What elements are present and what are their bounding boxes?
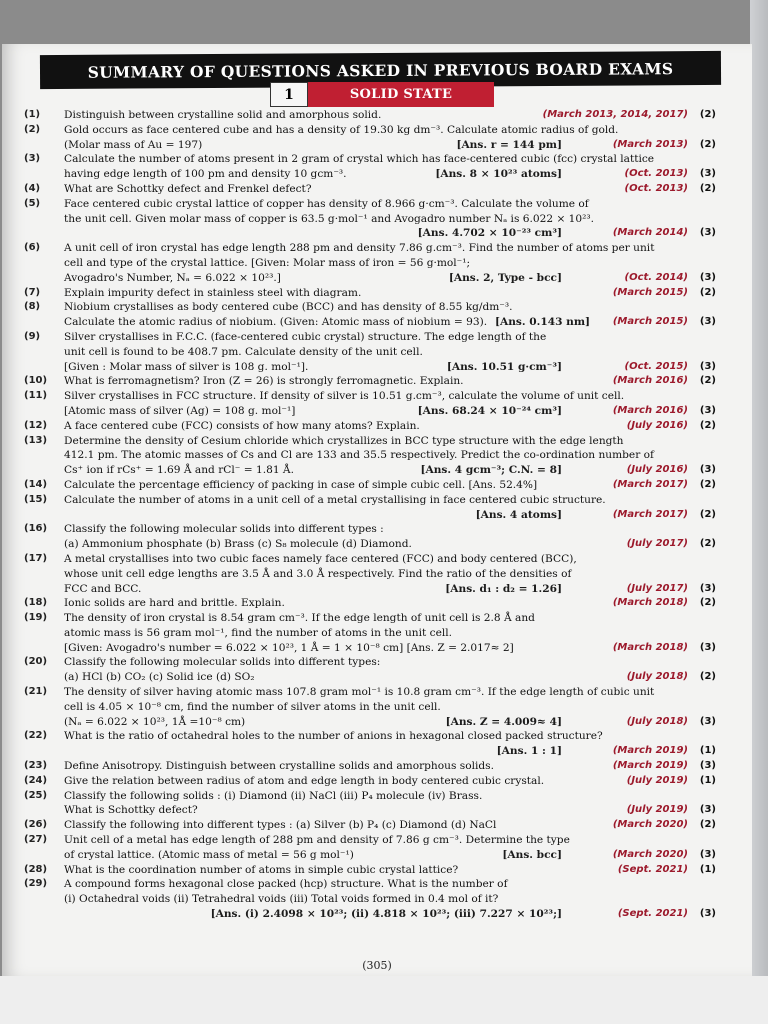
question-line <box>2 626 752 641</box>
exam-date: (Oct. 2013) <box>624 182 688 194</box>
question-line <box>2 670 752 685</box>
exam-date: (March 2017) <box>612 478 688 490</box>
book-page <box>2 44 752 976</box>
question-number: (13) <box>24 434 48 446</box>
question-line <box>2 774 752 789</box>
question-line <box>2 744 752 759</box>
exam-date: (March 2013, 2014, 2017) <box>542 109 688 120</box>
question-line <box>2 374 752 389</box>
question-line <box>2 123 752 138</box>
marks: (1) <box>699 863 716 875</box>
question-line <box>2 493 752 508</box>
question-text: The density of silver having atomic mass 107.8 gram mol⁻¹ is 10.8 gram cm⁻³. If the edge length of cubic unit <box>64 686 655 699</box>
question-line <box>2 463 752 478</box>
question-text: Classify the following molecular solids into different types : <box>64 523 384 536</box>
exam-date: (Oct. 2014) <box>624 271 688 283</box>
question-text: Calculate the number of atoms in a unit cell of a metal crystallising in face centered cubic structure. <box>64 493 606 506</box>
exam-date: (March 2020) <box>612 848 688 860</box>
question-text: of crystal lattice. (Atomic mass of metal = 56 g mol⁻¹) <box>64 848 354 861</box>
question-text: Cs⁺ ion if rCs⁺ = 1.69 Å and rCl⁻ = 1.81 Å. <box>64 464 294 477</box>
question-list <box>2 108 752 922</box>
question-line <box>2 655 752 670</box>
exam-date: (July 2019) <box>626 774 688 786</box>
marks: (3) <box>699 168 716 180</box>
exam-date: (March 2018) <box>612 641 688 653</box>
question-text: Avogadro's Number, Nₐ = 6.022 × 10²³.] <box>64 271 281 284</box>
question-text: atomic mass is 56 gram mol⁻¹, find the number of atoms in the unit cell. <box>64 626 452 639</box>
question-line <box>2 197 752 212</box>
question-number: (29) <box>24 878 48 890</box>
exam-date: (March 2019) <box>612 760 688 772</box>
question-text: Classify the following molecular solids into different types: <box>64 656 381 669</box>
question-line <box>2 315 752 330</box>
answer-text: [Ans. 2, Type - bcc] <box>448 271 562 284</box>
question-line <box>2 567 752 582</box>
marks: (2) <box>699 182 716 194</box>
question-number: (7) <box>24 286 41 298</box>
exam-date: (Sept. 2021) <box>617 908 688 920</box>
question-text: FCC and BCC. <box>64 582 142 595</box>
question-line <box>2 789 752 804</box>
question-line <box>2 434 752 449</box>
answer-text: [Ans. 1 : 1] <box>496 745 562 758</box>
question-number: (12) <box>24 419 48 431</box>
marks: (3) <box>699 271 716 283</box>
question-line <box>2 271 752 286</box>
question-text: (Molar mass of Au = 197) <box>64 138 203 151</box>
question-text: 412.1 pm. The atomic masses of Cs and Cl are 133 and 35.5 respectively. Predict the co-ordination number of <box>64 449 654 462</box>
question-line <box>2 611 752 626</box>
question-line <box>2 389 752 404</box>
question-text: whose unit cell edge lengths are 3.5 Å and 3.0 Å respectively. Find the ratio of the densities of <box>64 567 572 580</box>
question-line <box>2 892 752 907</box>
page-number: (305) <box>362 959 392 972</box>
question-line <box>2 729 752 744</box>
question-text: (Nₐ = 6.022 × 10²³, 1Å =10⁻⁸ cm) <box>64 715 246 728</box>
question-text: (a) HCl (b) CO₂ (c) Solid ice (d) SO₂ <box>64 671 255 684</box>
marks: (1) <box>699 745 716 757</box>
question-line <box>2 877 752 892</box>
question-text: (i) Octahedral voids (ii) Tetrahedral voids (iii) Total voids formed in 0.4 mol of it? <box>64 893 499 906</box>
marks: (3) <box>699 316 716 328</box>
answer-text: [Ans. 4 atoms] <box>475 508 562 521</box>
question-line <box>2 715 752 730</box>
marks: (2) <box>699 419 716 431</box>
question-line <box>2 641 752 656</box>
answer-text: [Ans. (i) 2.4098 × 10²³; (ii) 4.818 × 10²³; (iii) 7.227 × 10²³;] <box>210 908 562 921</box>
question-line <box>2 863 752 878</box>
question-number: (22) <box>24 730 48 742</box>
page-banner-title: SUMMARY OF QUESTIONS ASKED IN PREVIOUS BOARD EXAMS <box>40 51 721 89</box>
question-text: the unit cell. Given molar mass of copper is 63.5 g·mol⁻¹ and Avogadro number Nₐ is 6.022 × 10²³. <box>64 212 595 225</box>
chapter-title: SOLID STATE <box>308 82 494 107</box>
question-text: Define Anisotropy. Distinguish between crystalline solids and amorphous solids. <box>64 760 494 773</box>
question-text: What is Schottky defect? <box>64 804 198 817</box>
answer-text: [Ans. bcc] <box>502 848 562 861</box>
marks: (2) <box>699 375 716 387</box>
exam-date: (March 2016) <box>612 404 688 416</box>
right-edge-shadow <box>750 0 768 1024</box>
exam-date: (March 2015) <box>612 286 688 298</box>
question-line <box>2 108 752 123</box>
question-number: (18) <box>24 597 48 609</box>
question-number: (6) <box>24 242 41 254</box>
question-line <box>2 907 752 922</box>
marks: (3) <box>699 404 716 416</box>
question-line <box>2 138 752 153</box>
marks: (2) <box>699 286 716 298</box>
question-line <box>2 685 752 700</box>
question-text: The density of iron crystal is 8.54 gram cm⁻³. If the edge length of unit cell is 2.8 Å and <box>64 612 535 625</box>
marks: (2) <box>699 597 716 609</box>
question-line <box>2 596 752 611</box>
exam-date: (Oct. 2013) <box>624 168 688 180</box>
question-line <box>2 360 752 375</box>
answer-text: [Ans. 4.702 × 10⁻²³ cm³] <box>417 227 562 240</box>
question-line <box>2 818 752 833</box>
question-line <box>2 152 752 167</box>
question-line <box>2 582 752 597</box>
question-text: Give the relation between radius of atom and edge length in body centered cubic crystal. <box>64 774 545 787</box>
answer-text: [Ans. 0.143 nm] <box>495 316 591 329</box>
question-text: A face centered cube (FCC) consists of how many atoms? Explain. <box>64 419 420 432</box>
question-text: unit cell is found to be 408.7 pm. Calculate density of the unit cell. <box>64 345 423 358</box>
question-number: (2) <box>24 123 41 135</box>
exam-date: (July 2017) <box>626 582 688 594</box>
question-number: (11) <box>24 390 48 402</box>
question-line <box>2 226 752 241</box>
marks: (2) <box>699 508 716 520</box>
question-text: Niobium crystallises as body centered cube (BCC) and has density of 8.55 kg/dm⁻³. <box>64 301 513 314</box>
question-number: (5) <box>24 197 41 209</box>
question-line <box>2 256 752 271</box>
question-line <box>2 508 752 523</box>
question-text: [Given: Avogadro's number = 6.022 × 10²³, 1 Å = 1 × 10⁻⁸ cm] [Ans. Z = 2.017≈ 2] <box>64 641 514 654</box>
exam-date: (March 2020) <box>612 819 688 831</box>
question-number: (17) <box>24 552 48 564</box>
question-line <box>2 522 752 537</box>
question-number: (20) <box>24 656 48 668</box>
question-line <box>2 212 752 227</box>
question-text: Calculate the percentage efficiency of packing in case of simple cubic cell. [Ans. 52.4%] <box>64 478 538 491</box>
question-line <box>2 300 752 315</box>
question-text: What is the ratio of octahedral holes to the number of anions in hexagonal closed packed structure? <box>64 730 603 743</box>
question-text: Determine the density of Cesium chloride which crystallizes in BCC type structure with the edge length <box>64 434 624 447</box>
question-line <box>2 419 752 434</box>
question-number: (8) <box>24 301 41 313</box>
question-text: Calculate the atomic radius of niobium. (Given: Atomic mass of niobium = 93). <box>64 316 488 329</box>
question-text: Silver crystallises in FCC structure. If density of silver is 10.51 g.cm⁻³, calculate the volume of unit cell. <box>64 390 625 403</box>
question-line <box>2 803 752 818</box>
question-line <box>2 848 752 863</box>
answer-text: [Ans. 10.51 g·cm⁻³] <box>446 360 562 373</box>
question-number: (15) <box>24 493 48 505</box>
marks: (3) <box>699 464 716 476</box>
question-line <box>2 182 752 197</box>
marks: (2) <box>699 671 716 683</box>
question-number: (14) <box>24 478 48 490</box>
question-text: Classify the following solids : (i) Diamond (ii) NaCl (iii) P₄ molecule (iv) Brass. <box>64 789 483 802</box>
question-text: Explain impurity defect in stainless steel with diagram. <box>64 286 362 299</box>
marks: (3) <box>699 715 716 727</box>
exam-date: (Sept. 2021) <box>617 863 688 875</box>
question-line <box>2 330 752 345</box>
question-line <box>2 700 752 715</box>
question-text: (a) Ammonium phosphate (b) Brass (c) S₈ molecule (d) Diamond. <box>64 538 412 551</box>
question-number: (26) <box>24 819 48 831</box>
question-line <box>2 537 752 552</box>
answer-text: [Ans. Z = 4.009≈ 4] <box>445 715 562 728</box>
question-text: Face centered cubic crystal lattice of copper has density of 8.966 g·cm⁻³. Calculate the volume of <box>64 197 589 210</box>
marks: (3) <box>699 804 716 816</box>
question-text: A metal crystallises into two cubic faces namely face centered (FCC) and body centered (BCC), <box>64 552 577 565</box>
question-text: What is the coordination number of atoms in simple cubic crystal lattice? <box>64 863 459 876</box>
question-number: (27) <box>24 834 48 846</box>
question-line <box>2 345 752 360</box>
marks: (2) <box>699 109 716 120</box>
question-line <box>2 759 752 774</box>
exam-date: (March 2019) <box>612 745 688 757</box>
chapter-heading <box>270 82 494 107</box>
question-text: [Atomic mass of silver (Ag) = 108 g. mol⁻¹] <box>64 404 296 417</box>
marks: (3) <box>699 227 716 239</box>
question-number: (28) <box>24 863 48 875</box>
question-text: Gold occurs as face centered cube and has a density of 19.30 kg dm⁻³. Calculate atomic radius of gold. <box>64 123 619 136</box>
exam-date: (March 2018) <box>612 597 688 609</box>
answer-text: [Ans. 4 gcm⁻³; C.N. = 8] <box>420 464 562 477</box>
question-number: (25) <box>24 789 48 801</box>
exam-date: (July 2018) <box>626 671 688 683</box>
question-text: A unit cell of iron crystal has edge length 288 pm and density 7.86 g.cm⁻³. Find the number of atoms per unit <box>64 242 655 255</box>
answer-text: [Ans. d₁ : d₂ = 1.26] <box>445 582 562 595</box>
question-line <box>2 167 752 182</box>
question-text: [Given : Molar mass of silver is 108 g. mol⁻¹]. <box>64 360 309 373</box>
exam-date: (July 2017) <box>626 538 688 550</box>
exam-date: (March 2017) <box>612 508 688 520</box>
question-number: (4) <box>24 182 41 194</box>
question-line <box>2 833 752 848</box>
question-line <box>2 404 752 419</box>
question-text: Ionic solids are hard and brittle. Explain. <box>64 597 285 610</box>
question-number: (19) <box>24 612 48 624</box>
question-number: (23) <box>24 760 48 772</box>
marks: (2) <box>699 819 716 831</box>
answer-text: [Ans. 68.24 × 10⁻²⁴ cm³] <box>417 404 562 417</box>
question-line <box>2 478 752 493</box>
question-text: Calculate the number of atoms present in 2 gram of crystal which has face-centered cubic (fcc) crystal lattice <box>64 153 655 166</box>
question-number: (1) <box>24 109 41 120</box>
question-text: Silver crystallises in F.C.C. (face-centered cubic crystal) structure. The edge length of the <box>64 330 547 343</box>
question-number: (24) <box>24 774 48 786</box>
question-number: (16) <box>24 523 48 535</box>
question-text: Unit cell of a metal has edge length of 288 pm and density of 7.86 g cm⁻³. Determine the type <box>64 834 570 847</box>
question-line <box>2 241 752 256</box>
exam-date: (July 2019) <box>626 804 688 816</box>
question-line <box>2 286 752 301</box>
question-text: What are Schottky defect and Frenkel defect? <box>64 182 312 195</box>
marks: (2) <box>699 478 716 490</box>
exam-date: (March 2014) <box>612 227 688 239</box>
question-text: Classify the following into different types : (a) Silver (b) P₄ (c) Diamond (d) NaCl <box>64 819 497 832</box>
marks: (2) <box>699 538 716 550</box>
exam-date: (March 2015) <box>612 316 688 328</box>
exam-date: (March 2016) <box>612 375 688 387</box>
answer-text: [Ans. r = 144 pm] <box>456 138 562 151</box>
exam-date: (Oct. 2015) <box>624 360 688 372</box>
question-number: (9) <box>24 330 41 342</box>
marks: (1) <box>699 774 716 786</box>
exam-date: (July 2016) <box>626 419 688 431</box>
exam-date: (July 2016) <box>626 464 688 476</box>
marks: (3) <box>699 908 716 920</box>
question-text: A compound forms hexagonal close packed (hcp) structure. What is the number of <box>64 878 508 891</box>
marks: (2) <box>699 138 716 150</box>
question-number: (21) <box>24 686 48 698</box>
exam-date: (March 2013) <box>612 138 688 150</box>
exam-date: (July 2018) <box>626 715 688 727</box>
below-page-area <box>0 976 768 1024</box>
answer-text: [Ans. 8 × 10²³ atoms] <box>435 168 562 181</box>
question-text: cell is 4.05 × 10⁻⁸ cm, find the number of silver atoms in the unit cell. <box>64 700 441 713</box>
question-number: (3) <box>24 153 41 165</box>
marks: (3) <box>699 848 716 860</box>
chapter-number: 1 <box>270 82 308 107</box>
marks: (3) <box>699 582 716 594</box>
marks: (3) <box>699 760 716 772</box>
question-text: having edge length of 100 pm and density 10 gcm⁻³. <box>64 168 347 181</box>
marks: (3) <box>699 641 716 653</box>
marks: (3) <box>699 360 716 372</box>
question-text: Distinguish between crystalline solid and amorphous solid. <box>64 109 382 121</box>
question-line <box>2 552 752 567</box>
question-line <box>2 448 752 463</box>
question-number: (10) <box>24 375 48 387</box>
question-text: cell and type of the crystal lattice. [Given: Molar mass of iron = 56 g·mol⁻¹; <box>64 256 471 269</box>
question-text: What is ferromagnetism? Iron (Z = 26) is strongly ferromagnetic. Explain. <box>64 375 464 388</box>
